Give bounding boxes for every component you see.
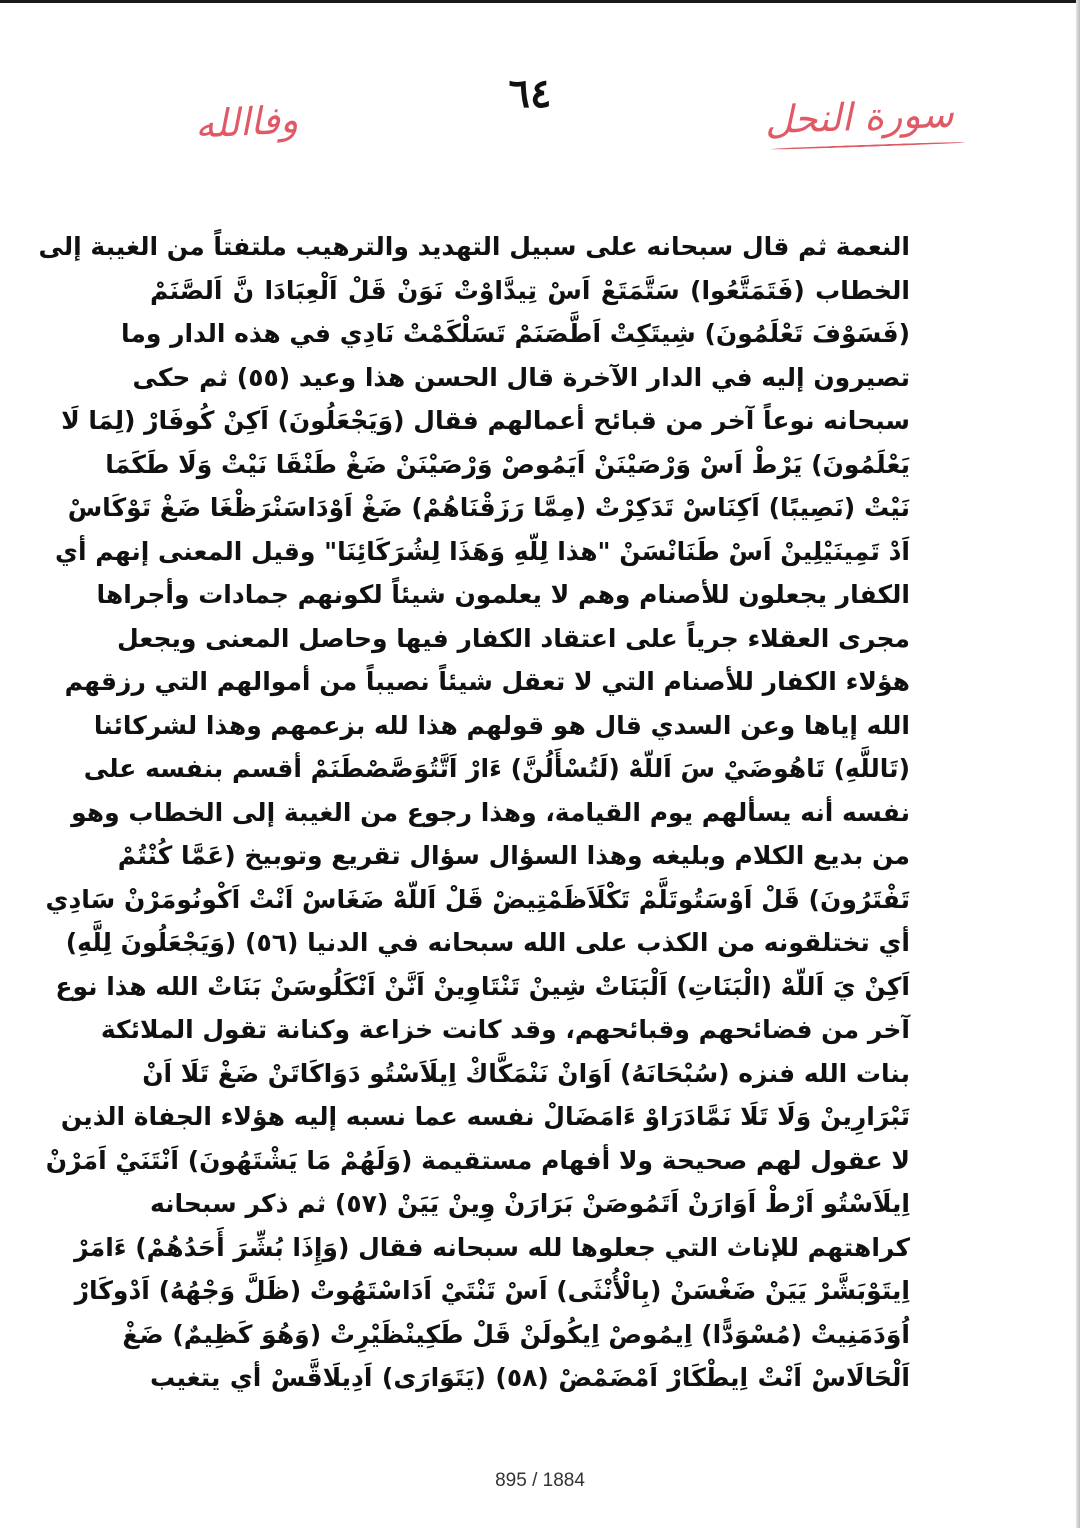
text-line: لا عقول لهم صحيحة ولا أفهام مستقيمة (وَلَهُمْ مَا يَشْتَهُونَ) اَنْتَنَيْ اَمَرْنْ	[45, 1145, 910, 1175]
text-line: (فَسَوْفَ تَعْلَمُونَ) شِيتَكِتْ اَطَّصَنَمْ تَسَلْكَمْتْ نَادِي في هذه الدار وما	[120, 319, 910, 348]
text-line: نفسه أنه يسألهم يوم القيامة، وهذا رجوع من الغيبة إلى الخطاب وهو	[71, 797, 910, 827]
text-line: (تَاللَّهِ) تَاهُوضَيْ سَ اَللّهْ (لَتُسْأَلُنَّ) ءَارْ اَتَّتُوَصَّصْطَنَمْ أقسم بنفسه على	[83, 754, 910, 783]
text-line: مجرى العقلاء جرياً على اعتقاد الكفار فيها وحاصل المعنى ويجعل	[117, 623, 910, 653]
text-line: نَيْتْ (نَصِيبًا) اَكِنَاسْ تَدَكِرْتْ (مِمَّا رَزَقْنَاهُمْ) ضَغْ اَوْدَاسَنْرَظْغَا ضَغْ تَوْكَاسْ	[67, 493, 910, 522]
text-line: كراهتهم للإناث التي جعلوها لله سبحانه فقال (وَإِذَا بُشِّرَ أَحَدُهُمْ) ءَامَرْ	[74, 1232, 910, 1262]
text-line: اُوَدَمَنِيتْ (مُسْوَدًّا) اِيمُوصْ اِيكُولَنْ قَلْ طَكِينْظَيْرِتْ (وَهُوَ كَظِيمٌ) ضَغْ	[122, 1319, 910, 1349]
page-counter: 895 / 1884	[495, 1470, 585, 1491]
text-line: اَدْ تَمِينَيْلِينْ اَسْ طَنَانْسَنْ "هذا لِلّهِ وَهَذَا لِشُرَكَائِنَا" وقيل المعنى إنهم أي	[55, 536, 910, 566]
scan-right-edge	[1076, 0, 1080, 1528]
text-line: الله إياها وعن السدي قال هو قولهم هذا لله بزعمهم وهذا لشركائنا	[93, 710, 910, 740]
text-line: من بديع الكلام وبليغه وهذا السؤال سؤال تقريع وتوبيخ (عَمَّا كُنْتُمْ	[117, 841, 910, 870]
text-line: الخطاب (فَتَمَتَّعُوا) سَتَّمَتَعْ اَسْ تِيدَّاوْتْ نَوَنْ قَلْ اَلْعِبَادَا نَّ اَلصَّنَمْ	[150, 275, 910, 305]
text-line: اَلْحَالَاسْ اَنْتْ اِيطْكَارْ اَمْضَمْضْ (٥٨) (يَتَوَارَى) اَدِيلَاقَّسْ أي يتغيب	[150, 1363, 910, 1392]
text-line: سبحانه نوعاً آخر من قبائح أعمالهم فقال (وَيَجْعَلُونَ) اَكِنْ كُوفَارْ (لِمَا لَا	[61, 406, 910, 435]
text-line: اِيتَوْبَشَّرْ يَيَنْ ضَغْسَنْ (بِالْأُنْثَى) اَسْ تَنْتَيْ اَدَاسْتَهُوتْ (ظَلَّ وَجْهُهُ) اَدْوكَارْ	[74, 1276, 910, 1305]
text-line: هؤلاء الكفار للأصنام التي لا تعقل شيئاً نصيباً من أموالهم التي رزقهم	[64, 667, 910, 696]
text-line: تَبْرَارِينْ وَلَا تَلَا نَمَّادَرَاوْ ءَامَضَالْ نفسه عما نسبه إليه هؤلاء الجفاة الذين	[60, 1102, 910, 1131]
text-line: بنات الله فنزه (سُبْحَانَهُ) اَوَانْ نَنْمَكَّاكْ اِيلَاَسْتُو دَوَاكَاتَنْ ضَغْ تَلَا اَنْ	[142, 1058, 910, 1088]
text-line: اَكِنْ يَ اَللّهْ (الْبَنَاتِ) اَلْبَنَاتْ شِينْ تَنْتَاوِينْ اَنَّنْ اَنْكَلُوسَنْ بَنَاتْ الله هذا نوع	[55, 971, 910, 1001]
text-line: تَفْتَرُونَ) قَلْ اَوْسَتُوتَلَّمْ تَكْلَاَظَمْتِيضْ قَلْ اَللّهْ ضَغَاسْ اَنْتْ اَكْونُومَرْنْ سَادِي	[45, 884, 910, 914]
text-line: يَعْلَمُونَ) يَرْطْ اَسْ وَرْصَيْنَنْ اَيَمُوصْ وَرْصَيْنَنْ ضَغْ طَنْقَا نَيْتْ وَلَا طَكَمَا	[105, 449, 910, 479]
text-line: الكفار يجعلون للأصنام وهم لا يعلمون شيئاً لكونهم جمادات وأجراها	[96, 580, 910, 609]
text-line: اِيلَاَسْتُو اَرْطْ اَوَارَنْ اَتَمُوصَنْ بَرَارَنْ وِينْ يَيَنْ (٥٧) ثم ذكر سبحانه	[150, 1189, 910, 1218]
handwritten-note-left: وفاالله	[193, 97, 300, 147]
handwritten-note-right: سورة النحل	[764, 91, 955, 143]
scan-top-edge	[0, 0, 1080, 3]
text-line: أي تختلقونه من الكذب على الله سبحانه في الدنيا (٥٦) (وَيَجْعَلُونَ لِلَّهِ)	[65, 928, 910, 957]
body-text	[38, 225, 910, 1400]
text-line: تصيرون إليه في الدار الآخرة قال الحسن هذا وعيد (٥٥) ثم حكى	[132, 362, 910, 392]
page-number: ٦٤	[508, 70, 552, 117]
text-line: النعمة ثم قال سبحانه على سبيل التهديد والترهيب ملتفتاً من الغيبة إلى	[38, 232, 910, 261]
text-line: آخر من فضائحهم وقبائحهم، وقد كانت خزاعة وكنانة تقول الملائكة	[100, 1015, 910, 1044]
